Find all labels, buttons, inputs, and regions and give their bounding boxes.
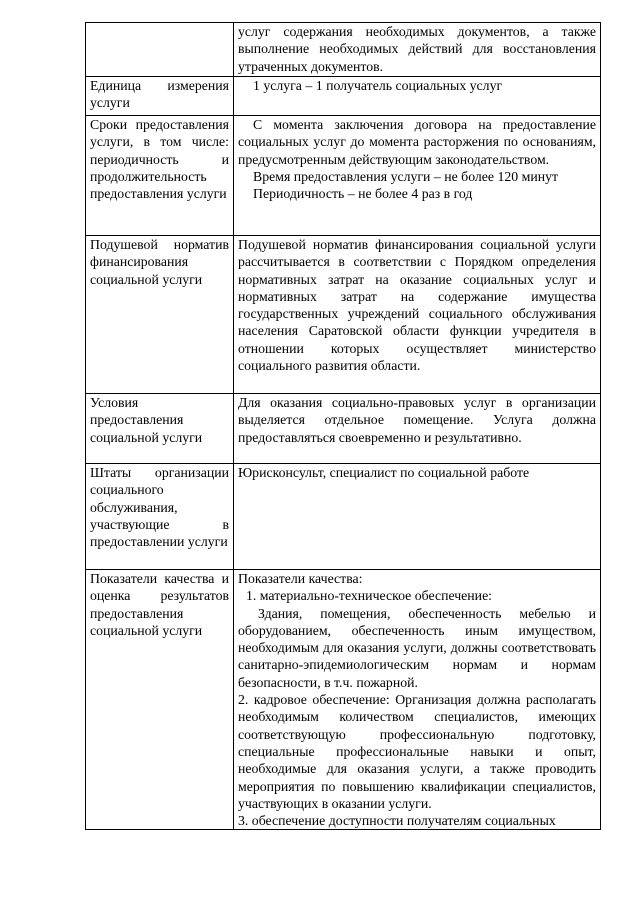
service-standard-table <box>85 22 601 830</box>
row-label: Штаты организации социального обслуживания, участвующие в предоставлении услуги <box>90 465 229 550</box>
table-row <box>86 23 601 77</box>
table-row <box>86 236 601 394</box>
table-row <box>86 394 601 464</box>
row-label-cell <box>86 570 234 830</box>
row-label-cell <box>86 394 234 464</box>
value-paragraph: С момента заключения договора на предоставление социальных услуг до момента расторжения по основаниям, предусмотренным действующим законодательством. <box>238 117 596 167</box>
row-label-cell <box>86 77 234 116</box>
row-value-cell <box>234 236 601 394</box>
row-value-cell <box>234 23 601 77</box>
quality-indicators <box>238 570 596 828</box>
table-row <box>86 77 601 116</box>
value-paragraph: 1 услуга – 1 получатель социальных услуг <box>253 78 503 93</box>
table-row <box>86 116 601 236</box>
value-paragraph: Периодичность – не более 4 раз в год <box>253 186 473 202</box>
row-value-cell <box>234 394 601 464</box>
row-value-cell <box>234 116 601 236</box>
value-paragraph: Показатели качества: <box>238 571 363 586</box>
table-row <box>86 464 601 570</box>
value-paragraph: 2. кадровое обеспечение: Организация должна располагать необходимым количеством специалистов, имеющих соответствующую профессиональную подготовку, специальные профессиональные навыки и опыт, необходимые для оказания услуги, а также проводить мероприятия по повышению квалификации специалистов, участвующих в оказании услуги. <box>238 692 596 811</box>
row-label-cell <box>86 236 234 394</box>
row-label-cell <box>86 464 234 570</box>
table-row <box>86 570 601 830</box>
value-paragraph: Подушевой норматив финансирования социальной услуги рассчитывается в соответствии с Порядком определения нормативных затрат на оказание социальных услуг и нормативных затрат на содержание имущества государственных учреждений социального обслуживания населения Саратовской области функции учредителя в отношении которых осуществляет министерство социального развития области. <box>238 237 596 374</box>
value-paragraph: 3. обеспечение доступности получателям социальных <box>238 813 556 828</box>
row-label-cell <box>86 23 234 77</box>
value-paragraph: услуг содержания необходимых документов, а также выполнение необходимых действий для восстановления утраченных документов. <box>238 24 596 74</box>
value-paragraph: 1. материально-техническое обеспечение: <box>246 588 493 604</box>
row-label: Единица измерения услуги <box>90 78 229 111</box>
row-label: Сроки предоставления услуги, в том числе: периодичность и продолжительность предоставления услуги <box>90 117 229 202</box>
row-label-cell <box>86 116 234 236</box>
row-label: Условия предоставления социальной услуги <box>90 395 203 445</box>
value-paragraph: Юрисконсульт, специалист по социальной работе <box>238 465 530 480</box>
row-value-cell <box>234 464 601 570</box>
row-label: Подушевой норматив финансирования социальной услуги <box>90 237 229 287</box>
row-value-cell <box>234 77 601 116</box>
value-paragraph: Время предоставления услуги – не более 120 минут <box>253 168 559 184</box>
row-label: Показатели качества и оценка результатов предоставления социальной услуги <box>90 571 229 638</box>
value-paragraph: Здания, помещения, обеспеченность мебелью и оборудованием, обеспеченность иным имуществом, необходимым для оказания услуги, должны соответствовать санитарно-эпидемиологическим нормам и нормам безопасности, в т.ч. пожарной. <box>238 605 596 690</box>
row-value-cell <box>234 570 601 830</box>
value-paragraph: Для оказания социально-правовых услуг в организации выделяется отдельное помещение. Услуга должна предоставляться своевременно и результативно. <box>238 395 596 445</box>
